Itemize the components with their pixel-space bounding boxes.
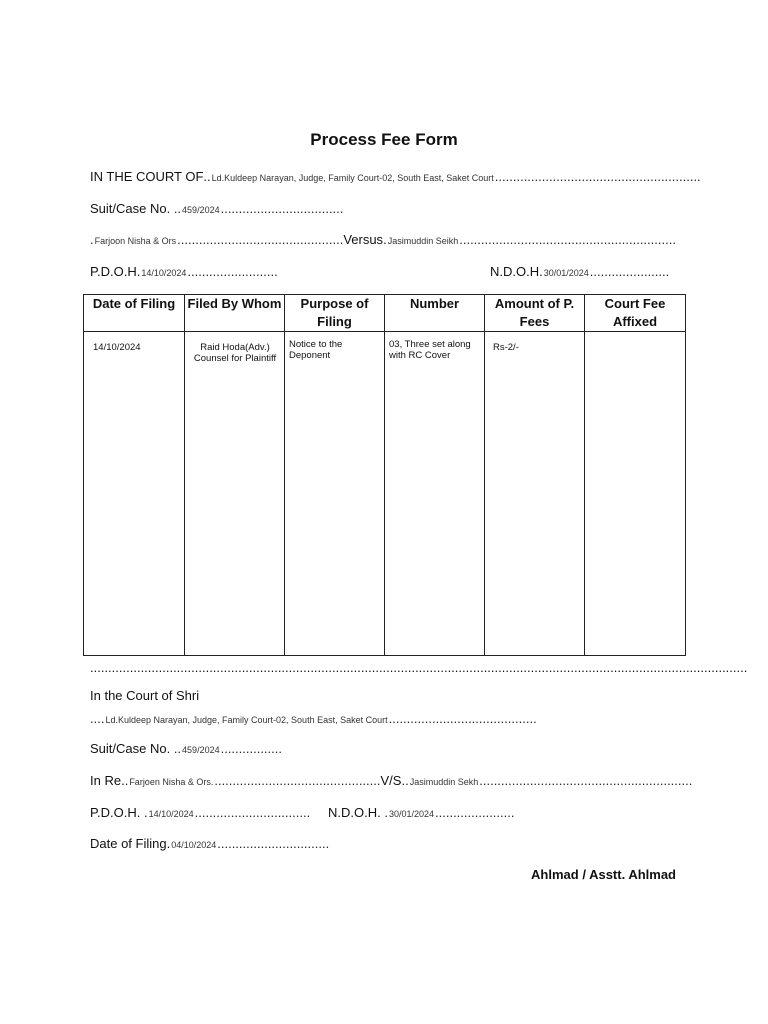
slip-ndoh-value: 30/01/2024 — [388, 809, 435, 819]
signature-label: Ahlmad / Asstt. Ahlmad — [531, 867, 676, 882]
separator-dots: ...................................................................................................................................................................................... — [90, 660, 748, 675]
slip-filing-line: Date of Filing. 04/10/2024 ............................... — [90, 836, 330, 851]
cell-filed-by: Raid Hoda(Adv.) Counsel for Plaintiff — [185, 332, 285, 656]
slip-pdoh-value: 14/10/2024 — [148, 809, 194, 819]
court-line: IN THE COURT OF .. Ld.Kuldeep Narayan, Judge, Family Court-02, South East, Saket Court ......................................................... — [90, 169, 701, 184]
header-filed-by-whom: Filed By Whom — [185, 295, 285, 332]
slip-filing-label: Date of Filing. — [90, 836, 171, 851]
versus-label: Versus — [343, 232, 384, 247]
ndoh-value: 30/01/2024 — [543, 268, 589, 278]
cell-purpose: Notice to the Deponent — [285, 332, 385, 656]
defendant-name: Jasimuddin Seikh — [387, 236, 459, 246]
slip-defendant: Jasimuddin Sekh — [409, 777, 479, 787]
parties-line: . Farjoon Nisha & Ors .............................................. Versus . Jasimuddin Seikh ............................................................ — [90, 232, 676, 247]
cell-date: 14/10/2024 — [84, 332, 185, 656]
header-amount-of-fees: Amount of P. Fees — [485, 295, 585, 332]
pdoh-value: 14/10/2024 — [141, 268, 187, 278]
table-row — [84, 332, 686, 656]
cell-number: 03, Three set along with RC Cover — [385, 332, 485, 656]
header-number: Number — [385, 295, 485, 332]
slip-court-label: In the Court of Shri — [90, 688, 200, 703]
court-label: IN THE COURT OF — [90, 169, 204, 184]
slip-plaintiff: Farjoen Nisha & Ors. — [129, 777, 214, 787]
slip-court-value: Ld.Kuldeep Narayan, Judge, Family Court-02, South East, Saket Court — [105, 715, 388, 725]
header-purpose-of-filing: Purpose of Filing — [285, 295, 385, 332]
slip-court-label-line — [90, 688, 199, 703]
suit-value: 459/2024 — [182, 205, 220, 215]
slip-suit-label: Suit/Case No. — [90, 741, 171, 756]
cell-amount: Rs-2/- — [485, 332, 585, 656]
cell-court-fee — [585, 332, 686, 656]
header-date-of-filing: Date of Filing — [84, 295, 185, 332]
slip-suit-value: 459/2024 — [182, 745, 220, 755]
slip-ndoh-line: N.D.O.H. . 30/01/2024 ...................... — [328, 805, 515, 820]
form-title: Process Fee Form — [310, 130, 458, 149]
slip-pdoh-label: P.D.O.H. — [90, 805, 141, 820]
slip-pdoh-line: P.D.O.H. . 14/10/2024 ................................ — [90, 805, 311, 820]
ndoh-line: N.D.O.H. 30/01/2024 ...................... — [490, 264, 670, 279]
table-header-row — [84, 295, 686, 332]
slip-ndoh-label: N.D.O.H. — [328, 805, 381, 820]
pdoh-label: P.D.O.H. — [90, 264, 141, 279]
slip-in-re-line: In Re. . Farjoen Nisha & Ors. .............................................. V/S. . Jasimuddin Sekh ........................................................... — [90, 773, 693, 788]
process-fee-table — [83, 294, 686, 656]
ndoh-label: N.D.O.H. — [490, 264, 543, 279]
header-court-fee-affixed: Court Fee Affixed — [585, 295, 686, 332]
slip-suit-line: Suit/Case No. .. 459/2024 ................. — [90, 741, 282, 756]
court-value: Ld.Kuldeep Narayan, Judge, Family Court-02, South East, Saket Court — [211, 173, 494, 183]
slip-vs-label: V/S. — [380, 773, 406, 788]
suit-line: Suit/Case No. .. 459/2024 .................................. — [90, 201, 344, 216]
slip-court-line: .... Ld.Kuldeep Narayan, Judge, Family Court-02, South East, Saket Court ......................................... — [90, 711, 537, 726]
slip-filing-value: 04/10/2024 — [171, 840, 217, 850]
pdoh-line: P.D.O.H. 14/10/2024 ......................... — [90, 264, 278, 279]
plaintiff-name: Farjoon Nisha & Ors — [94, 236, 177, 246]
slip-in-re-label: In Re. — [90, 773, 125, 788]
suit-label: Suit/Case No. — [90, 201, 171, 216]
